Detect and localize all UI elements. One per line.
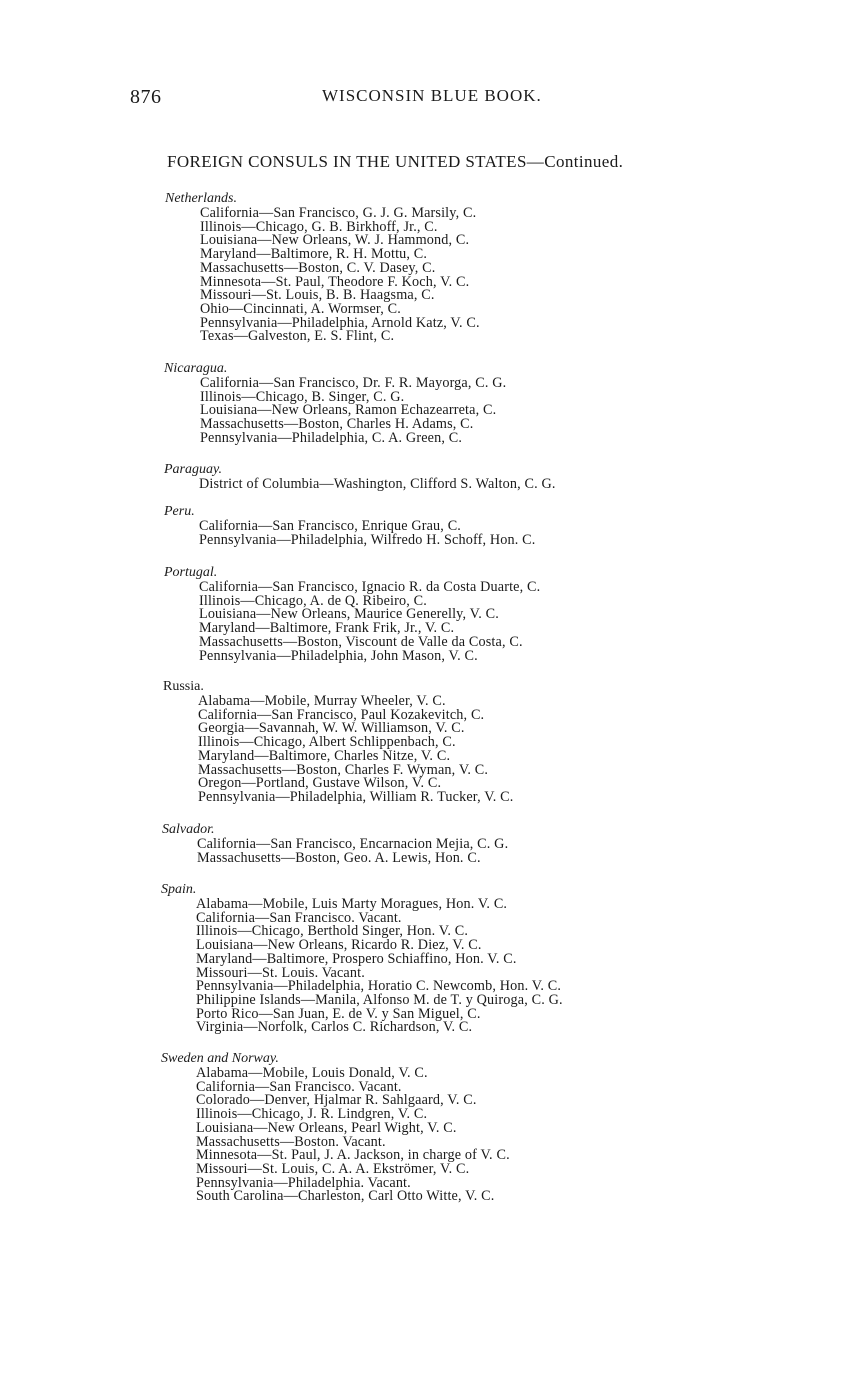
consul-entry: Oregon—Portland, Gustave Wilson, V. C. [198,775,442,792]
consul-entry: Texas—Galveston, E. S. Flint, C. [200,328,395,345]
consul-entry: Pennsylvania—Philadelphia. Vacant. [196,1174,411,1191]
consul-entry: Colorado—Denver, Hjalmar R. Sahlgaard, V. C. [196,1092,477,1109]
consul-list [196,1067,510,1204]
consul-entry: Maryland—Baltimore, R. H. Mottu, C. [200,246,428,263]
consul-entry: Massachusetts—Boston, Viscount de Valle da Costa, C. [199,633,523,650]
consul-entry: Philippine Islands—Manila, Alfonso M. de T. y Quiroga, C. G. [196,991,563,1008]
consul-entry: Illinois—Chicago, B. Singer, C. G. [200,388,405,405]
consul-entry: Minnesota—St. Paul, Theodore F. Koch, V. C. [200,273,470,290]
consul-entry: California—San Francisco, Paul Kozakevitch, C. [198,706,485,723]
consul-list [200,207,480,344]
consul-entry: Massachusetts—Boston, Geo. A. Lewis, Hon. C. [197,849,481,866]
country-name: Nicaragua. [164,361,228,376]
consul-entry: Georgia—Savannah, W. W. Williamson, V. C. [198,720,465,737]
country-name: Russia. [163,679,204,694]
consul-entry: Virginia—Norfolk, Carlos C. Richardson, V. C. [196,1019,473,1036]
page-number: 876 [130,86,162,108]
consul-entry: Illinois—Chicago, G. B. Birkhoff, Jr., C. [200,218,438,235]
running-title: WISCONSIN BLUE BOOK. [322,86,542,105]
consul-entry: District of Columbia—Washington, Clifford S. Walton, C. G. [199,476,556,492]
consul-entry: Missouri—St. Louis, C. A. A. Ekströmer, V. C. [196,1160,470,1177]
country-name: Portugal. [164,565,218,580]
consul-entry: California—San Francisco. Vacant. [196,909,402,926]
country-name: Paraguay. [164,462,222,477]
consul-entry: Alabama—Mobile, Murray Wheeler, V. C. [198,693,446,709]
consul-entry: Massachusetts—Boston, Charles H. Adams, C. [200,416,474,433]
consul-entry: Illinois—Chicago, J. R. Lindgren, V. C. [196,1106,428,1123]
consul-entry: California—San Francisco. Vacant. [196,1078,402,1095]
consul-entry: Pennsylvania—Philadelphia, William R. Tucker, V. C. [198,788,514,805]
page-header [0,86,859,112]
consul-list [196,898,563,1035]
consul-entry: South Carolina—Charleston, Carl Otto Witte, V. C. [196,1188,495,1205]
consul-list [199,520,535,547]
consul-entry: Massachusetts—Boston. Vacant. [196,1133,386,1150]
consul-entry: Illinois—Chicago, A. de Q. Ribeiro, C. [199,592,427,609]
country-name: Salvador. [162,822,215,837]
consul-entry: California—San Francisco, Enrique Grau, C. [199,518,462,534]
country-name: Netherlands. [165,191,237,206]
consul-entry: Pennsylvania—Philadelphia, John Mason, V. C. [199,647,478,664]
consul-entry: Missouri—St. Louis. Vacant. [196,964,365,981]
consul-entry: Minnesota—St. Paul, J. A. Jackson, in charge of V. C. [196,1147,510,1164]
consul-list [199,581,540,663]
consul-entry: California—San Francisco, Dr. F. R. Mayorga, C. G. [200,375,507,391]
consul-list [197,838,508,865]
consul-entry: Massachusetts—Boston, C. V. Dasey, C. [200,259,436,276]
consul-entry: Louisiana—New Orleans, Ricardo R. Diez, V. C. [196,937,482,954]
consul-entry: Porto Rico—San Juan, E. de V. y San Miguel, C. [196,1005,481,1022]
consul-entry: California—San Francisco, Ignacio R. da Costa Duarte, C. [199,579,541,595]
consul-list [198,695,513,805]
consul-list [199,478,556,492]
consul-entry: California—San Francisco, G. J. G. Marsily, C. [200,205,477,221]
consul-entry: Louisiana—New Orleans, Pearl Wight, V. C. [196,1119,457,1136]
consul-entry: Pennsylvania—Philadelphia, Wilfredo H. Schoff, Hon. C. [199,531,536,548]
consul-entry: Pennsylvania—Philadelphia, C. A. Green, C. [200,429,463,446]
consul-entry: Maryland—Baltimore, Charles Nitze, V. C. [198,747,451,764]
consul-entry: Pennsylvania—Philadelphia, Arnold Katz, V. C. [200,314,480,331]
consul-entry: Louisiana—New Orleans, Ramon Echazearreta, C. [200,402,497,419]
consul-entry: Pennsylvania—Philadelphia, Horatio C. Newcomb, Hon. V. C. [196,978,562,995]
country-name: Spain. [161,882,197,897]
country-name: Sweden and Norway. [161,1051,279,1066]
consul-entry: Louisiana—New Orleans, Maurice Generelly, V. C. [199,606,499,623]
consul-entry: Massachusetts—Boston, Charles F. Wyman, V. C. [198,761,489,778]
consul-entry: Illinois—Chicago, Albert Schlippenbach, C. [198,734,456,751]
country-name: Peru. [164,504,195,519]
section-title: FOREIGN CONSULS IN THE UNITED STATES—Continued. [167,152,624,171]
consul-entry: Maryland—Baltimore, Prospero Schiaffino, Hon. V. C. [196,950,517,967]
consul-entry: Alabama—Mobile, Luis Marty Moragues, Hon. V. C. [196,896,508,912]
consul-entry: Louisiana—New Orleans, W. J. Hammond, C. [200,232,470,249]
consul-entry: Maryland—Baltimore, Frank Frik, Jr., V. C. [199,620,455,637]
consul-entry: Illinois—Chicago, Berthold Singer, Hon. V. C. [196,923,469,940]
consul-entry: Missouri—St. Louis, B. B. Haagsma, C. [200,287,435,304]
consul-entry: Ohio—Cincinnati, A. Wormser, C. [200,300,401,317]
consul-list [200,377,506,446]
consul-entry: California—San Francisco, Encarnacion Mejia, C. G. [197,836,509,852]
consul-entry: Alabama—Mobile, Louis Donald, V. C. [196,1065,428,1081]
